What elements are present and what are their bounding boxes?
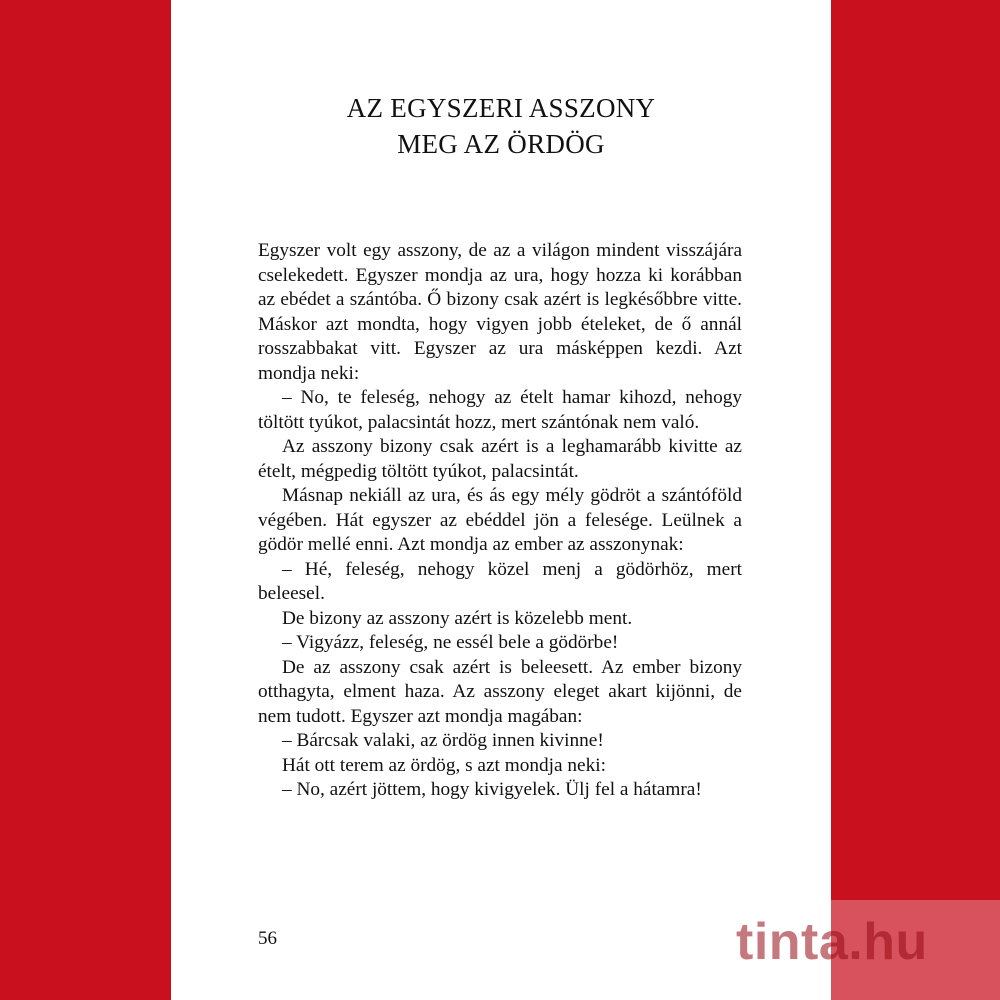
book-page	[171, 0, 831, 1000]
page-title	[171, 90, 831, 162]
paragraph-1: Egyszer volt egy asszony, de az a világon mindent visszájára cselekedett. Egyszer mondja az ura, hogy hozza ki korábban az ebédet a szántóba. Ő bizony csak azért is legkésőbbre vitte. Máskor azt mondta, hogy vigyen jobb ételeket, de ő annál rosszabbakat vitt. Egyszer az ura másképpen kezdi. Azt mondja neki:	[258, 240, 742, 384]
paragraph-2: – No, te feleség, nehogy az ételt hamar kihozd, nehogy töltött tyúkot, palacsintát hozz, mert szántónak nem való.	[258, 387, 742, 433]
paragraph-10: Hát ott terem az ördög, s azt mondja neki:	[282, 754, 606, 776]
paragraph-7: – Vigyázz, feleség, ne essél bele a gödörbe!	[282, 632, 619, 653]
paragraph-11: – No, azért jöttem, hogy kivigyelek. Ülj fel a hátamra!	[282, 779, 702, 800]
paragraph-4: Másnap nekiáll az ura, és ás egy mély gödröt a szántóföld végében. Hát egyszer az ebéddel jön a felesége. Leülnek a gödör mellé enni. Azt mondja az ember az asszonynak:	[258, 485, 742, 555]
title-line-2: MEG AZ ÖRDÖG	[397, 129, 605, 159]
paragraph-6: De bizony az asszony azért is közelebb ment.	[282, 607, 633, 629]
paragraph-8: De az asszony csak azért is beleesett. Az ember bizony otthagyta, elment haza. Az asszony eleget akart kijönni, de nem tudott. Egyszer azt mondja magában:	[258, 656, 742, 727]
page-number: 56	[258, 928, 277, 949]
title-line-1: AZ EGYSZERI ASSZONY	[346, 93, 656, 123]
story-text	[258, 239, 742, 803]
paragraph-5: – Hé, feleség, nehogy közel menj a gödörhöz, mert beleesel.	[258, 558, 742, 604]
paragraph-9: – Bárcsak valaki, az ördög innen kivinne!	[282, 730, 604, 751]
paragraph-3: Az asszony bizony csak azért is a leghamarább kivitte az ételt, mégpedig töltött tyúkot, palacsintát.	[258, 436, 742, 482]
watermark-logo: tinta.hu	[736, 913, 928, 971]
